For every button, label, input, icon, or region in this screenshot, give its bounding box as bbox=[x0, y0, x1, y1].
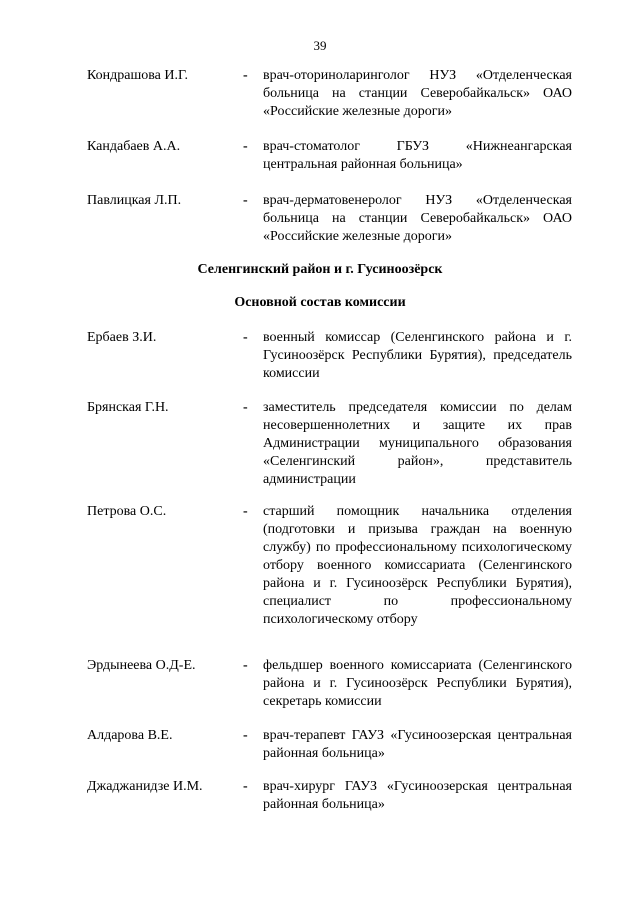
member-dash: - bbox=[243, 193, 248, 208]
member-dash: - bbox=[243, 330, 248, 345]
member-name: Джаджанидзе И.М. bbox=[87, 779, 203, 794]
member-name: Брянская Г.Н. bbox=[87, 400, 169, 415]
section-subtitle: Основной состав комиссии bbox=[234, 295, 406, 310]
member-name: Кондрашова И.Г. bbox=[87, 68, 189, 83]
member-position: врач-терапевт ГАУЗ «Гусиноозерская центральная районная больница» bbox=[263, 728, 572, 761]
member-position: фельдшер военного комиссариата (Селенгинского района и г. Гусиноозёрск Республики Бурятия), секретарь комиссии bbox=[263, 658, 572, 709]
member-name: Петрова О.С. bbox=[87, 504, 167, 519]
member-position: врач-хирург ГАУЗ «Гусиноозерская центральная районная больница» bbox=[263, 779, 572, 812]
member-dash: - bbox=[243, 68, 248, 83]
member-position: заместитель председателя комиссии по делам несовершеннолетних и защите их прав Администрации муниципального образования «Селенгинский район», представитель администрации bbox=[263, 400, 572, 487]
member-position: военный комиссар (Селенгинского района и г. Гусиноозёрск Республики Бурятия), председатель комиссии bbox=[263, 330, 572, 381]
member-dash: - bbox=[243, 728, 248, 743]
member-dash: - bbox=[243, 400, 248, 415]
member-position: старший помощник начальника отделения (подготовки и призыва граждан на военную службу) по профессиональному психологическому отбору военного комиссариата (Селенгинского района и г. Гусиноозёрск Республики Бурятия), специалист по профессиональному психологическому отбору bbox=[263, 504, 572, 627]
member-dash: - bbox=[243, 658, 248, 673]
section-title: Селенгинский район и г. Гусиноозёрск bbox=[197, 262, 443, 277]
member-dash: - bbox=[243, 504, 248, 519]
member-name: Павлицкая Л.П. bbox=[87, 193, 182, 208]
member-name: Алдарова В.Е. bbox=[87, 728, 173, 743]
member-position: врач-дерматовенеролог НУЗ «Отделенческая больница на станции Северобайкальск» ОАО «Российские железные дороги» bbox=[263, 193, 572, 244]
member-name: Эрдынеева О.Д-Е. bbox=[87, 658, 196, 673]
page-number: 39 bbox=[313, 38, 327, 53]
member-name: Кандабаев А.А. bbox=[87, 139, 181, 154]
member-position: врач-оториноларинголог НУЗ «Отделенческая больница на станции Северобайкальск» ОАО «Российские железные дороги» bbox=[263, 68, 572, 119]
member-position: врач-стоматолог ГБУЗ «Нижнеангарская центральная районная больница» bbox=[263, 139, 572, 172]
member-dash: - bbox=[243, 139, 248, 154]
member-dash: - bbox=[243, 779, 248, 794]
member-name: Ербаев З.И. bbox=[87, 330, 157, 345]
